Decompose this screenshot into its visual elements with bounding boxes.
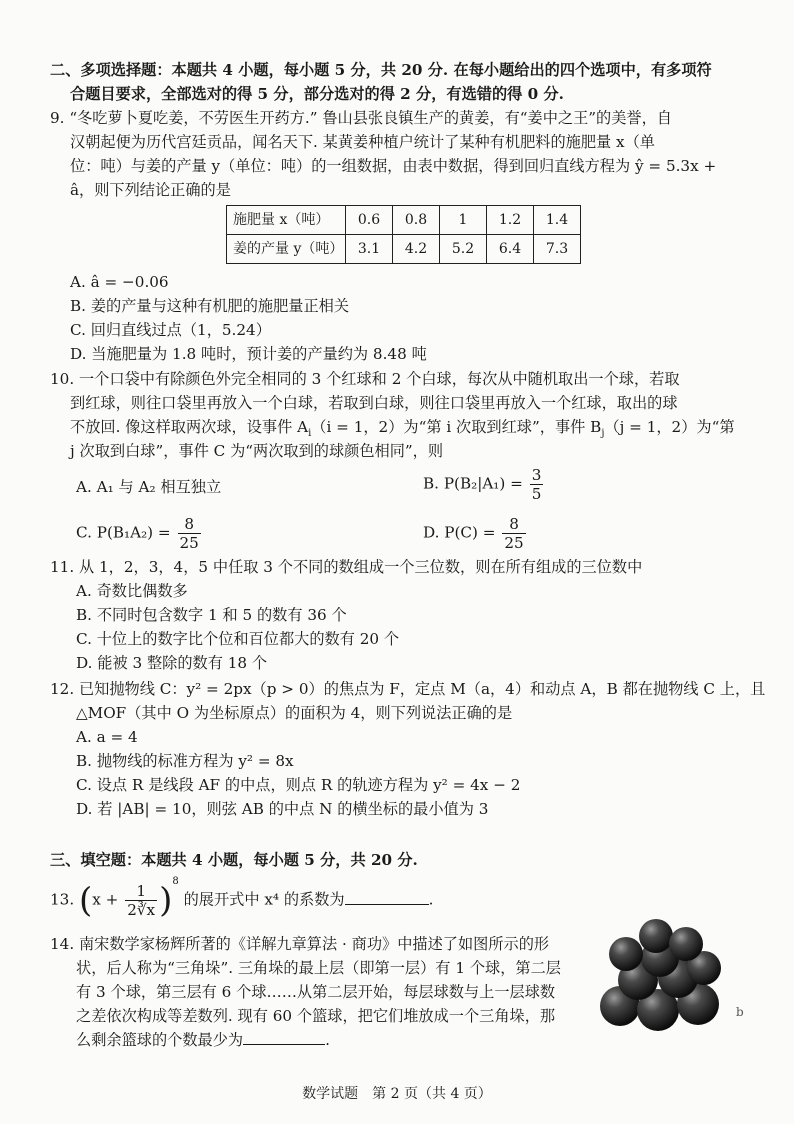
q10-stem-line4: j 次取到白球”，事件 C 为“两次取到的球颜色相同”，则 [70,442,444,460]
q10-d-prefix: D. P(C) = [423,523,496,542]
q13-number: 13. [50,890,75,909]
q9-stem-line3: 位：吨）与姜的产量 y（单位：吨）的一组数据，由表中数据，得到回归直线方程为 ŷ = 5.3x + [70,157,717,175]
left-paren-icon: ( [78,880,93,921]
q9-stem-line1: 9. “冬吃萝卜夏吃姜，不劳医生开药方.” 鲁山县张良镇生产的黄姜，有“姜中之王”的美誉，自 [50,109,672,127]
table-cell: 3.1 [346,235,393,264]
table-row-label: 姜的产量 y（吨） [227,235,346,264]
q9-stem-line4: â，则下列结论正确的是 [70,181,231,199]
q13-exponent: 8 [172,876,179,888]
table-cell: 0.6 [346,206,393,235]
q14-end: . [325,1031,330,1049]
q13-x-term: x + [92,890,119,909]
fraction-numerator: 8 [502,515,525,534]
q10-d-fraction [502,515,525,552]
fraction-numerator: 3 [531,466,542,484]
q10-l3-part-a: 不放回. 像这样取两次球，设事件 A [70,418,309,436]
q9-stem-line2: 汉朝起便为历代宫廷贡品，闻名天下. 某黄姜种植户统计了某种有机肥料的施肥量 x（单 [70,133,655,151]
q10-c-prefix: C. P(B₁A₂) = [76,523,171,542]
q14-stem-line3: 有 3 个球，第三层有 6 个球……从第二层开始，每层球数与上一层球数 [76,983,556,1001]
fraction-denominator: 25 [504,534,524,552]
table-cell: 1 [440,206,487,235]
q14-stem-line1: 14. 南宋数学家杨辉所著的《详解九章算法 · 商功》中描述了如图所示的形 [50,935,550,953]
q10-b-prefix: B. P(B₂|A₁) = [423,474,523,493]
answer-blank[interactable] [345,904,429,905]
q12-stem-line2: △MOF（其中 O 为坐标原点）的面积为 4，则下列说法正确的是 [76,704,513,722]
q14-stem-line2: 状，后人称为“三角垛”. 三角垛的最上层（即第一层）有 1 个球，第二层 [76,959,561,977]
right-paren-icon: ) [159,880,173,921]
q11-option-d: D. 能被 3 整除的数有 18 个 [76,654,268,672]
q9-option-c: C. 回归直线过点（1，5.24） [70,321,271,339]
table-row [227,235,581,264]
q14-l5-text: 么剩余篮球的个数最少为 [76,1031,244,1049]
q13-fraction [125,882,157,919]
table-cell: 0.8 [393,206,440,235]
q12-option-d: D. 若 |AB| = 10，则弦 AB 的中点 N 的横坐标的最小值为 3 [76,800,489,818]
q13-stem [50,876,434,921]
q10-b-fraction [530,466,544,503]
fraction-numerator: 8 [178,515,201,534]
q9-data-table [226,205,581,264]
answer-blank[interactable] [243,1044,325,1045]
triangular-ball-pile-image [598,918,726,1034]
q11-option-b: B. 不同时包含数字 1 和 5 的数有 36 个 [76,606,347,624]
q11-option-c: C. 十位上的数字比个位和百位都大的数有 20 个 [76,630,400,648]
q10-l3-part-b: （i = 1，2）为“第 i 次取到红球”，事件 B [311,418,602,436]
q12-option-a: A. a = 4 [76,728,138,746]
q10-stem-line2: 到红球，则往口袋里再放入一个白球，若取到白球，则往口袋里再放入一个红球，取出的球 [70,394,678,412]
q10-stem-line1: 10. 一个口袋中有除颜色外完全相同的 3 个红球和 2 个白球，每次从中随机取出一个球，若取 [50,370,680,388]
table-cell: 5.2 [440,235,487,264]
section3-title: 三、填空题：本题共 4 小题，每小题 5 分，共 20 分. [50,851,418,869]
q13-tail: 的展开式中 x⁴ 的系数为 [183,890,345,909]
fraction-numerator: 1 [125,882,157,901]
ball-icon [600,919,721,1031]
q12-option-b: B. 抛物线的标准方程为 y² = 8x [76,752,294,770]
table-cell: 1.4 [534,206,581,235]
fraction-denominator: 5 [531,485,542,503]
q10-option-b [423,466,545,503]
q11-stem: 11. 从 1，2，3，4，5 中任取 3 个不同的数组成一个三位数，则在所有组成的三位数中 [50,558,643,576]
table-cell: 7.3 [534,235,581,264]
q10-option-d [423,515,528,552]
table-cell: 1.2 [487,206,534,235]
q9-option-b: B. 姜的产量与这种有机肥的施肥量正相关 [70,297,350,315]
section2-line1: 二、多项选择题：本题共 4 小题，每小题 5 分，共 20 分. 在每小题给出的四个选项中，有多项符 [50,61,712,79]
table-cell: 6.4 [487,235,534,264]
table-cell: 4.2 [393,235,440,264]
q12-option-c: C. 设点 R 是线段 AF 的中点，则点 R 的轨迹方程为 y² = 4x − 2 [76,776,521,794]
q14-stem-line4: 之差依次构成等差数列. 现有 60 个篮球，把它们堆放成一个三角垛，那 [76,1007,556,1025]
q12-stem-line1: 12. 已知抛物线 C：y² = 2px（p > 0）的焦点为 F，定点 M（a，4）和动点 A，B 都在抛物线 C 上，且 [50,680,766,698]
section2-line2: 合题目要求，全部选对的得 5 分，部分选对的得 2 分，有选错的得 0 分. [70,85,564,103]
q11-option-a: A. 奇数比偶数多 [76,582,188,600]
q10-l3-part-c: （j = 1，2）为“第 [604,418,735,436]
page-footer: 数学试题 第 2 页（共 4 页） [302,1086,492,1102]
q10-c-fraction [178,515,201,552]
table-row-label: 施肥量 x（吨） [227,206,346,235]
q10-option-a: A. A₁ 与 A₂ 相互独立 [76,478,222,496]
q9-option-a: A. â = −0.06 [70,273,169,291]
fraction-denominator: 25 [179,534,199,552]
q9-option-d: D. 当施肥量为 1.8 吨时，预计姜的产量约为 8.48 吨 [70,345,427,363]
table-row [227,206,581,235]
q10-option-c [76,515,203,552]
margin-mark: b [736,1005,744,1019]
q13-end: . [428,890,434,909]
q14-stem-line5 [76,1028,330,1052]
fraction-denominator: 2∛x [127,901,156,919]
q10-stem-line3: 不放回. 像这样取两次球，设事件 $A_i(i = 1$，2）为“第 i 次取到红球”，事件 $B_j(j = 1$，2）为“第 [70,418,735,440]
